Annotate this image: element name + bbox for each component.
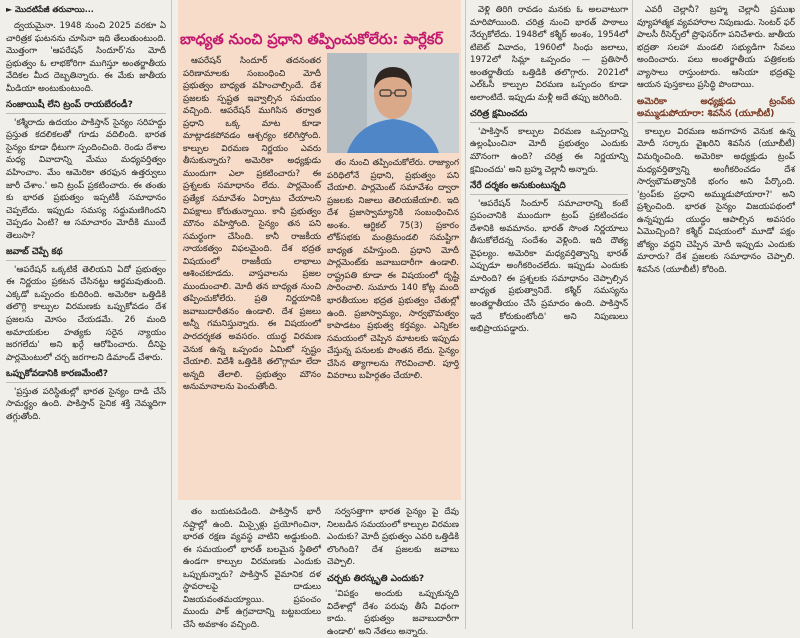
article-body-1: ఆపరేషన్ సిందూర్ తదనంతర పరిణామాలకు సంబంధించి మోదీ ప్రభుత్వం బాధ్యత వహించాల్సిందే. దేశ ప్రజలకు స్పష్టత ఇవ్వాల్సిన సమయం వచ్చింది. ఆపరేషన్ ముగిసిన తర్వాత ప్రధాని ఒక్క మాట కూడా మాట్లాడకపోవడం ఆశ్చర్యం కలిగిస్తోంది. కాల్పుల విరమణ నిర్ణయం ఎవరు తీసుకున్నారు? అమెరికా అధ్యక్షుడు ముందుగా ఎలా ప్రకటించారు? ఈ ప్రశ్నలకు సమాధానం లేదు. పార్లమెంట్ ప్రత్యేక సమావేశం ఏర్పాటు చేయాలని విపక్షాలు కోరుతున్నాయి. కానీ ప్రభుత్వం మౌనం వహిస్తోంది. సైన్యం తన పని సమర్థంగా చేసింది. కానీ రాజకీయ నాయకత్వం విఫలమైంది. దేశ భద్రత విషయంలో రాజకీయ లాభాలు ఆశించకూడదు. వాస్తవాలను ప్రజల ముందుంచాలి. మోదీ తన బాధ్యత నుంచి తప్పించుకోలేరు. ప్రతి నిర్ణయానికి జవాబుదారీతనం ఉండాలి. దేశ ప్రజలు అన్నీ గమనిస్తున్నారు. ఈ విషయంలో పారదర్శకత అవసరం. యుద్ధ విరమణ వెనుక ఉన్న ఒప్పందం ఏమిటో స్పష్టం చేయాలి. విదేశీ ఒత్తిడికి తలొగ్గామా లేదా అన్నది తేలాలి. ప్రభుత్వం మౌనం అనుమానాలను పెంచుతోంది.: [183, 56, 321, 393]
right-a-paragraph-3: 'ఆపరేషన్ సిందూర్ సమాచారాన్ని కంటే ప్రపంచానికి ముందుగా ట్రంప్ ప్రకటించడం దేశానికి అవమానం. భారత్ సొంత నిర్ణయాలు తీసుకోలేదన్న సందేశం వెళ్లింది. ఇది దౌత్య వైఫల్యం. అమెరికా మధ్యవర్తిత్వాన్ని భారత్ ఎప్పుడూ అంగీకరించలేదు. ఇప్పుడు ఎందుకు మారింది? ఈ ప్రశ్నలకు సమాధానం చెప్పాల్సిన బాధ్యత ప్రభుత్వానిదే. కశ్మీర్ సమస్యను అంతర్జాతీయం చేసే ప్రమాదం ఉంది. పాకిస్తాన్ ఇదే కోరుకుంటోంది' అని నిపుణులు అభిప్రాయపడ్డారు.: [470, 198, 628, 335]
middle-lower-column-2: [327, 506, 459, 637]
right-a-subheading-2: నేరే దర్శకం అనుకుంటున్నది: [470, 180, 628, 195]
right-a-paragraph-1: వెళ్లి తిరిగి రావడం మనకు ఓ అలవాటుగా మారిపోయింది. చరిత్ర నుంచి భారత్ పాఠాలు నేర్చుకోలేదు. 1948లో కశ్మీర్ అంశం, 1954లో టిబెట్ వివాదం, 1960లో సింధు జలాలు, 1972లో సిమ్లా ఒప్పందం — ప్రతిసారీ అంతర్జాతీయ ఒత్తిడికి తలొగ్గారు. 2021లో ఎల్ఓసీ కాల్పుల విరమణ ఒప్పందం కూడా అలాంటిదే. ఇప్పుడు మళ్లీ అదే తప్పు జరిగింది.: [470, 5, 628, 103]
middle-lower-column-1: [183, 506, 321, 629]
article-body-2: తం నుంచి తప్పించుకోలేరు. రాజ్యాంగ పరిధిలోనే ప్రధాని, ప్రభుత్వం పని చేయాలి. పార్లమెంట్ సమావేశం ద్వారా ప్రజలకు నిజాలు తెలియజేయాలి. ఇది దేశ ప్రజాస్వామ్యానికి సంబంధించిన అంశం. ఆర్టికల్ 75(3) ప్రకారం లోక్‌సభకు మంత్రిమండలి సమష్టిగా బాధ్యత వహిస్తుంది. ప్రధాని మోదీ పార్లమెంట్‌కు జవాబుదారీగా ఉండాలి. రాష్ట్రపతి కూడా ఈ విషయంలో దృష్టి సారించాలి. సుమారు 140 కోట్ల మంది భారతీయుల భద్రత ప్రభుత్వం చేతుల్లో ఉంది. ప్రజాస్వామ్యం, సార్వభౌమత్వం కాపాడటం ప్రభుత్వ కర్తవ్యం. ఎన్నికల సమయంలో చెప్పిన మాటలకు ఇప్పుడు చేస్తున్న పనులకు పొంతన లేదు. సైన్యం చేసిన త్యాగాలను గౌరవించాలి. పూర్తి వివరాలు బహిర్గతం చేయాలి.: [327, 158, 459, 382]
left-paragraph-3: 'ప్రస్తుత పరిస్థితుల్లో భారత సైన్యం దాడి చేసే సామర్థ్యం ఉంది. పాకిస్తాన్ సైనిక శక్తి నెమ్మదిగా తగ్గుతోంది.: [6, 386, 166, 422]
portrait-photo: [327, 53, 459, 153]
page-kicker: ► మొదటిపేజీ తరువాయి...: [6, 5, 94, 14]
middle-lower-body-1: తం బయటపడింది. పాకిస్తాన్ భారీ నష్టాల్లో ఉంది. మిస్సైళ్లు ప్రయోగించినా, భారత రక్షణ వ్యవస్థ వాటిని అడ్డుకుంది. ఈ సమయంలో భారత్ బలమైన స్థితిలో ఉండగా కాల్పుల విరమణకు ఎందుకు ఒప్పుకున్నారు? పాకిస్తాన్ వైమానిక దళ స్థావరాలపై దాడులు విజయవంతమయ్యాయి. ప్రపంచం ముందు పాక్ ఉగ్రవాదాన్ని బట్టబయలు చేసే అవకాశం వచ్చింది.: [183, 507, 321, 630]
portrait-illustration: [327, 53, 459, 153]
right-column-b: [637, 4, 795, 629]
left-intro: ద్వయమైనా. 1948 నుంచి 2025 వరకూ ఏ చారిత్రక ఘటనను చూసినా ఇది తేలుతుంటుంది. మొత్తంగా 'ఆపరేషన్ సిందూర్'ను మోదీ ప్రభుత్వం ఓ లాభకోరిగా ముగిస్తూ అంతర్జాతీయ వేదికల మీద దెబ్బతిన్నారు. ఈ మేకు జాతీయ మీడియా అంటుకుంటుంది.: [6, 21, 166, 94]
right-b-paragraph-1: ఎవరీ చెల్లానీ? బ్రహ్మ చెల్లానీ ప్రముఖ వ్యూహాత్మక వ్యవహారాల నిపుణుడు. సెంటర్ ఫర్ పాలసీ రీసెర్చ్‌లో ప్రొఫెసర్‌గా పనిచేశారు. జాతీయ భద్రతా సలహా మండలి సభ్యుడిగా సేవలు అందించారు. పలు అంతర్జాతీయ పత్రికలకు వ్యాసాలు రాస్తుంటారు. ఆసియా భద్రతపై ఆయన పుస్తకాలు ప్రసిద్ధి పొందాయి.: [637, 5, 795, 91]
right-a-paragraph-2: 'పాకిస్తాన్ కాల్పుల విరమణ ఒప్పందాన్ని ఉల్లంఘించినా మోదీ ప్రభుత్వం ఎందుకు మౌనంగా ఉంది? చరిత్ర ఈ నిర్ణయాన్ని క్షమించదు' అని బ్రహ్మ చెల్లానీ అన్నారు.: [470, 126, 628, 175]
right-column-a: [470, 4, 628, 629]
middle-lower-subheading: చర్చకు తిరస్కృతి ఎందుకు?: [327, 573, 425, 584]
left-column: [6, 0, 166, 629]
right-a-subheading-1: చరిత్ర క్షమించదు: [470, 108, 628, 123]
left-subheading-2: జవాబ్ చెప్పే కథ: [6, 246, 166, 261]
article-column-1: [183, 55, 321, 500]
middle-lower-body-2: సర్వసత్తాగా భారత సైన్యం పై దేవు నిలబడిన సమయంలో కాల్పుల విరమణ ఎందుకు? మోదీ ప్రభుత్వం ఎవరి ఒత్తిడికి లొంగింది? దేశ ప్రజలకు జవాబు చెప్పాలి.: [327, 507, 459, 568]
middle-lower-body-3: 'విపక్షం అందుకు ఒప్పుకున్నది విదేశాల్లో దేశం పరువు తీసే విధంగా కాదు. ప్రభుత్వం జవాబుదారీగా ఉండాలి' అని నేతలు అన్నారు.: [327, 589, 459, 637]
article-column-2: [327, 157, 459, 500]
left-paragraph-1: 'కశ్మీరాదు ఉదయం పాకిస్తాన్ సైన్యం సరిహద్దు ప్రస్తుత కదలికలతో గూడు వదిలింది. భారత సైన్యం కూడా ధీటుగా స్పందించింది. రెండు దేశాల మధ్య వివాదాన్ని మేము మధ్యవర్తిత్వం వహించాం. మేం ఆమెరికా తరఫున ఉత్తర్వులు జారీ చేశాం.' అని ట్రంప్ ప్రకటించారు. ఈ తంతు కు భారత ప్రభుత్వం ఇప్పటికీ సమాధానం చెప్పలేదు. ఇప్పుడు సమస్య సద్దుమణిగిందని చెప్పడం ఏంటి? ఆ సమాచారం మోదీకి ముందే తెలుసా?: [6, 117, 166, 241]
left-subheading-3: ఒప్పుకోవడానికి కారణమేంటి?: [6, 368, 166, 383]
left-paragraph-2: 'ఆపరేషన్ ఒక్కటికే తెలియని ఏదో ప్రభుత్వం ఈ నిర్ణయం ప్రకటన చేసినట్టు ఆర్థమవుతుంది. ఎక్కడో ఒప్పందం కుదిరింది. అమెరికా ఒత్తిడికి తలొగ్గి కాల్పుల విరమణకు ఒప్పుకోవడం దేశ ప్రజలను మోసం చేయడమే. 26 మంది అమాయకుల హత్యకు సరైన న్యాయం జరగలేదు' అని ఖర్గే ఆరోపించారు. దీనిపై పార్లమెంటులో చర్చ జరగాలని డిమాండ్ చేశారు.: [6, 264, 166, 363]
left-subheading-1: సంజాయిషీ లేని ట్రంప్ రాయబేరండీ?: [6, 99, 166, 114]
column-divider: [632, 0, 633, 629]
column-divider: [171, 0, 172, 629]
right-b-subheading: అమెరికా అధ్యక్షుడు ట్రంప్‌కు అమ్ముడుపోయారా: శివసేన (యూబీటీ): [637, 96, 795, 123]
right-b-paragraph-2: కాల్పుల విరమణ అవగాహన వెనుక ఉన్న మోదీ సర్కారు వైఖరిని శివసేన (యూబీటీ) విమర్శించింది. అమెరికా అధ్యక్షుడు ట్రంప్ మధ్యవర్తిత్వాన్ని అంగీకరించడం దేశ సార్వభౌమత్వానికి భంగం అని పేర్కొంది. 'ట్రంప్‌కు ప్రధాని అమ్ముడుపోయారా?' అని ప్రశ్నించింది. భారత సైన్యం విజయపథంలో ఉన్నప్పుడు యుద్ధం ఆపాల్సిన అవసరం ఏమొచ్చింది? కశ్మీర్ విషయంలో మూడో పక్షం జోక్యం వద్దని చెప్పిన మోదీ ఇప్పుడు ఎందుకు మారారు? దేశ ప్రజలకు సమాధానం చెప్పాలి. శివసేన (యూబీటీ) కోరింది.: [637, 126, 795, 275]
column-divider: [465, 0, 466, 629]
article-headline: బాధ్యత నుంచి ప్రధాని తప్పించుకోలేరు: పార్లేకర్: [180, 32, 444, 48]
